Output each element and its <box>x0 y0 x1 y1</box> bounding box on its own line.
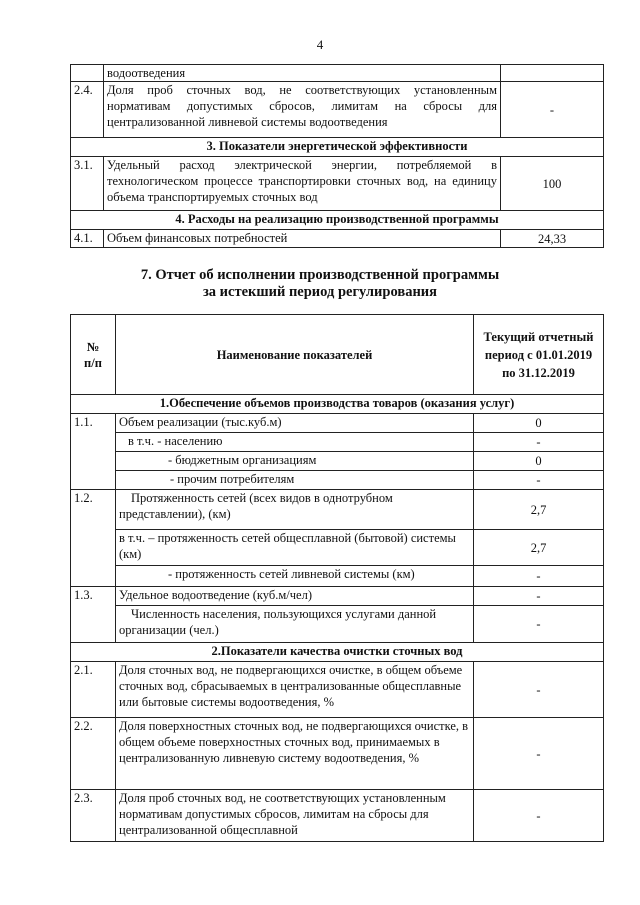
page-number: 4 <box>316 37 324 52</box>
table-row <box>71 606 604 643</box>
header-number-cell <box>71 315 116 395</box>
row-value-cell: - <box>474 662 604 718</box>
row-value-cell: - <box>474 566 604 587</box>
header-name-cell: Наименование показателей <box>116 315 474 395</box>
row-number-cell <box>71 65 104 82</box>
table-row <box>71 530 604 566</box>
row-value-cell: 2,7 <box>474 490 604 530</box>
row-value-cell: - <box>474 790 604 842</box>
row-text-cell: Удельное водоотведение (куб.м/чел) <box>116 587 474 606</box>
row-text-cell: Протяженность сетей (всех видов в однотрубном представлении), (км) <box>116 490 474 530</box>
section-heading: 4. Расходы на реализацию производственной программы <box>71 211 604 230</box>
section-heading: 3. Показатели энергетической эффективности <box>71 138 604 157</box>
row-value-cell: - <box>474 471 604 490</box>
row-number-cell: 3.1. <box>71 157 104 211</box>
table-row <box>71 82 604 138</box>
row-number-cell: 1.1. <box>71 414 116 490</box>
header-row <box>71 315 604 395</box>
table-row <box>71 662 604 718</box>
table-row <box>71 433 604 452</box>
table-row <box>71 65 604 82</box>
section-heading: 2.Показатели качества очистки сточных вод <box>71 643 604 662</box>
table-row <box>71 414 604 433</box>
report-title-line: 7. Отчет об исполнении производственной программы <box>140 267 500 283</box>
row-value-cell: - <box>474 606 604 643</box>
table-row <box>71 452 604 471</box>
row-text-cell: Объем реализации (тыс.куб.м) <box>116 414 474 433</box>
table-row <box>71 718 604 790</box>
row-number-cell: 2.2. <box>71 718 116 790</box>
row-text-cell: Доля проб сточных вод, не соответствующих установленным нормативам допустимых сбросов, лимитам на сбросы для централизованной общесплавной <box>116 790 474 842</box>
section-heading-row <box>71 395 604 414</box>
table-row <box>71 587 604 606</box>
row-number-cell: 2.3. <box>71 790 116 842</box>
section-heading-row <box>71 138 604 157</box>
row-value-cell: - <box>474 433 604 452</box>
row-value-cell: - <box>474 587 604 606</box>
report-title-line: за истекший период регулирования <box>202 284 438 300</box>
row-text-cell: - протяженность сетей ливневой системы (км) <box>116 566 474 587</box>
row-number-cell: 2.1. <box>71 662 116 718</box>
row-text-cell: - бюджетным организациям <box>116 452 474 471</box>
table-row <box>71 157 604 211</box>
row-number-cell: 1.2. <box>71 490 116 587</box>
table-row <box>71 790 604 842</box>
row-text-cell: Доля сточных вод, не подвергающихся очистке, в общем объеме сточных вод, сбрасываемых в централизованные общесплавные или бытовые системы водоотведения, % <box>116 662 474 718</box>
row-value-cell: 0 <box>474 452 604 471</box>
row-number-cell: 4.1. <box>71 230 104 248</box>
section-heading-row <box>71 643 604 662</box>
row-text-cell: Объем финансовых потребностей <box>104 230 501 248</box>
row-value-cell: - <box>474 718 604 790</box>
row-text-cell: в т.ч. – протяженность сетей общесплавной (бытовой) системы (км) <box>116 530 474 566</box>
row-text-cell: - прочим потребителям <box>116 471 474 490</box>
row-value-cell: 2,7 <box>474 530 604 566</box>
table-row <box>71 471 604 490</box>
row-value-cell: - <box>501 82 604 138</box>
row-value-cell: 24,33 <box>501 230 604 248</box>
section-heading: 1.Обеспечение объемов производства товаров (оказания услуг) <box>71 395 604 414</box>
table-row <box>71 490 604 530</box>
row-number-cell: 2.4. <box>71 82 104 138</box>
row-text-cell: Численность населения, пользующихся услугами данной организации (чел.) <box>116 606 474 643</box>
report-table <box>70 314 604 842</box>
row-text-cell: Доля поверхностных сточных вод, не подвергающихся очистке, в общем объеме поверхностных сточных вод, принимаемых в централизованную ливневую систему водоотведения, % <box>116 718 474 790</box>
section-heading-row <box>71 211 604 230</box>
row-text-cell: в т.ч. - населению <box>116 433 474 452</box>
header-number-abbrev: п/п <box>84 355 102 370</box>
table-row <box>71 566 604 587</box>
row-value-cell <box>501 65 604 82</box>
header-period-cell: Текущий отчетный период с 01.01.2019 по 31.12.2019 <box>474 315 604 395</box>
report-title <box>0 267 640 301</box>
row-text-cell: водоотведения <box>104 65 501 82</box>
table-row <box>71 230 604 248</box>
row-text-cell: Доля проб сточных вод, не соответствующих установленным нормативам допустимых сбросов, лимитам на сбросы для централизованной ливневой системы водоотведения <box>104 82 501 138</box>
row-value-cell: 0 <box>474 414 604 433</box>
row-text-cell: Удельный расход электрической энергии, потребляемой в технологическом процессе транспортировки сточных вод, на единицу объема транспортируемых сточных вод <box>104 157 501 211</box>
indicators-table-continued <box>70 64 604 248</box>
row-number-cell: 1.3. <box>71 587 116 643</box>
row-value-cell: 100 <box>501 157 604 211</box>
header-number-sign: № <box>86 339 100 354</box>
